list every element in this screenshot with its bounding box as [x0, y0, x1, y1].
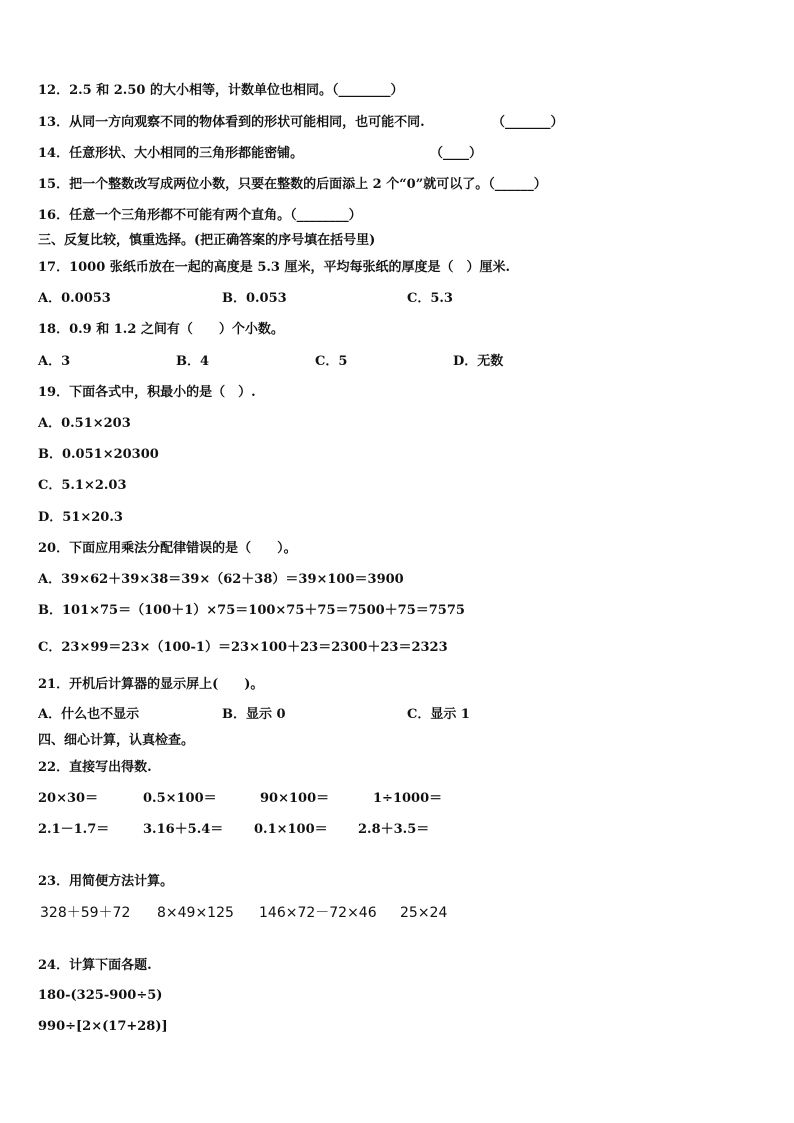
- q22-text: 22．直接写出得数.: [38, 760, 152, 775]
- q17-text: 17．1000 张纸币放在一起的高度是 5.3 厘米，平均每张纸的厚度是（ ）厘米.: [38, 260, 510, 275]
- q17-option-a: A．0.0053: [38, 291, 111, 306]
- judgment-q12: 12．2.5 和 2.50 的大小相等，计数单位也相同。（________）: [38, 83, 404, 98]
- q20-option-a: A．39×62＋39×38＝39×（62＋38）＝39×100＝3900: [38, 572, 404, 587]
- q19-option-b: B．0.051×20300: [38, 447, 159, 462]
- q22-calc: 90×100＝: [260, 791, 330, 806]
- q22-calc: 0.1×100＝: [254, 822, 328, 837]
- q22-calc: 0.5×100＝: [143, 791, 217, 806]
- q22-calc: 1÷1000＝: [373, 791, 443, 806]
- q19-option-c: C．5.1×2.03: [38, 478, 127, 493]
- q21-option-a: A．什么也不显示: [38, 707, 140, 722]
- q21-option-b: B．显示 0: [222, 707, 286, 722]
- q20-option-b: B．101×75＝（100＋1）×75＝100×75＋75＝7500＋75＝7575: [38, 603, 465, 618]
- q24-expression: 180-(325-900÷5): [38, 988, 163, 1003]
- q20-text: 20．下面应用乘法分配律错误的是（ ）。: [38, 541, 297, 556]
- q18-text: 18．0.9 和 1.2 之间有（ ）个小数。: [38, 322, 284, 337]
- judgment-q14-blank: （____）: [430, 146, 483, 161]
- q18-option-a: A．3: [38, 354, 71, 369]
- q19-text: 19．下面各式中，积最小的是（ ）.: [38, 385, 256, 400]
- q22-calc: 20×30＝: [38, 791, 99, 806]
- q22-calc: 2.8＋3.5＝: [358, 822, 430, 837]
- section-4-title: 四、细心计算，认真检查。: [38, 733, 195, 748]
- judgment-q13: 13．从同一方向观察不同的物体看到的形状可能相同，也可能不同.: [38, 115, 425, 130]
- q24-expression: 990÷[2×(17+28)]: [38, 1019, 168, 1034]
- q23-expression: 328＋59＋72: [40, 905, 131, 921]
- q21-text: 21．开机后计算器的显示屏上( )。: [38, 677, 264, 692]
- q18-option-c: C．5: [315, 354, 348, 369]
- q22-calc: 3.16＋5.4＝: [143, 822, 224, 837]
- q23-expression: 146×72－72×46: [259, 905, 377, 921]
- q20-option-c: C．23×99＝23×（100-1）＝23×100＋23＝2300＋23＝2323: [38, 640, 448, 655]
- q18-option-b: B．4: [176, 354, 210, 369]
- q22-calc: 2.1－1.7＝: [38, 822, 110, 837]
- q23-text: 23．用简便方法计算。: [38, 874, 174, 889]
- q24-text: 24．计算下面各题.: [38, 958, 152, 973]
- q21-option-c: C．显示 1: [407, 707, 470, 722]
- judgment-q13-blank: （_______）: [492, 115, 564, 130]
- q23-expression: 8×49×125: [157, 905, 234, 921]
- section-3-title: 三、反复比较，慎重选择。(把正确答案的序号填在括号里): [38, 233, 376, 248]
- q23-expression: 25×24: [400, 905, 448, 921]
- q17-option-c: C．5.3: [407, 291, 453, 306]
- q18-option-d: D．无数: [453, 354, 504, 369]
- q19-option-a: A．0.51×203: [38, 416, 131, 431]
- judgment-q16: 16．任意一个三角形都不可能有两个直角。（________）: [38, 208, 362, 223]
- judgment-q14: 14．任意形状、大小相同的三角形都能密铺。: [38, 146, 304, 161]
- q19-option-d: D．51×20.3: [38, 510, 123, 525]
- judgment-q15: 15．把一个整数改写成两位小数，只要在整数的后面添上 2 个“0”就可以了。（______）: [38, 177, 547, 192]
- q17-option-b: B．0.053: [222, 291, 287, 306]
